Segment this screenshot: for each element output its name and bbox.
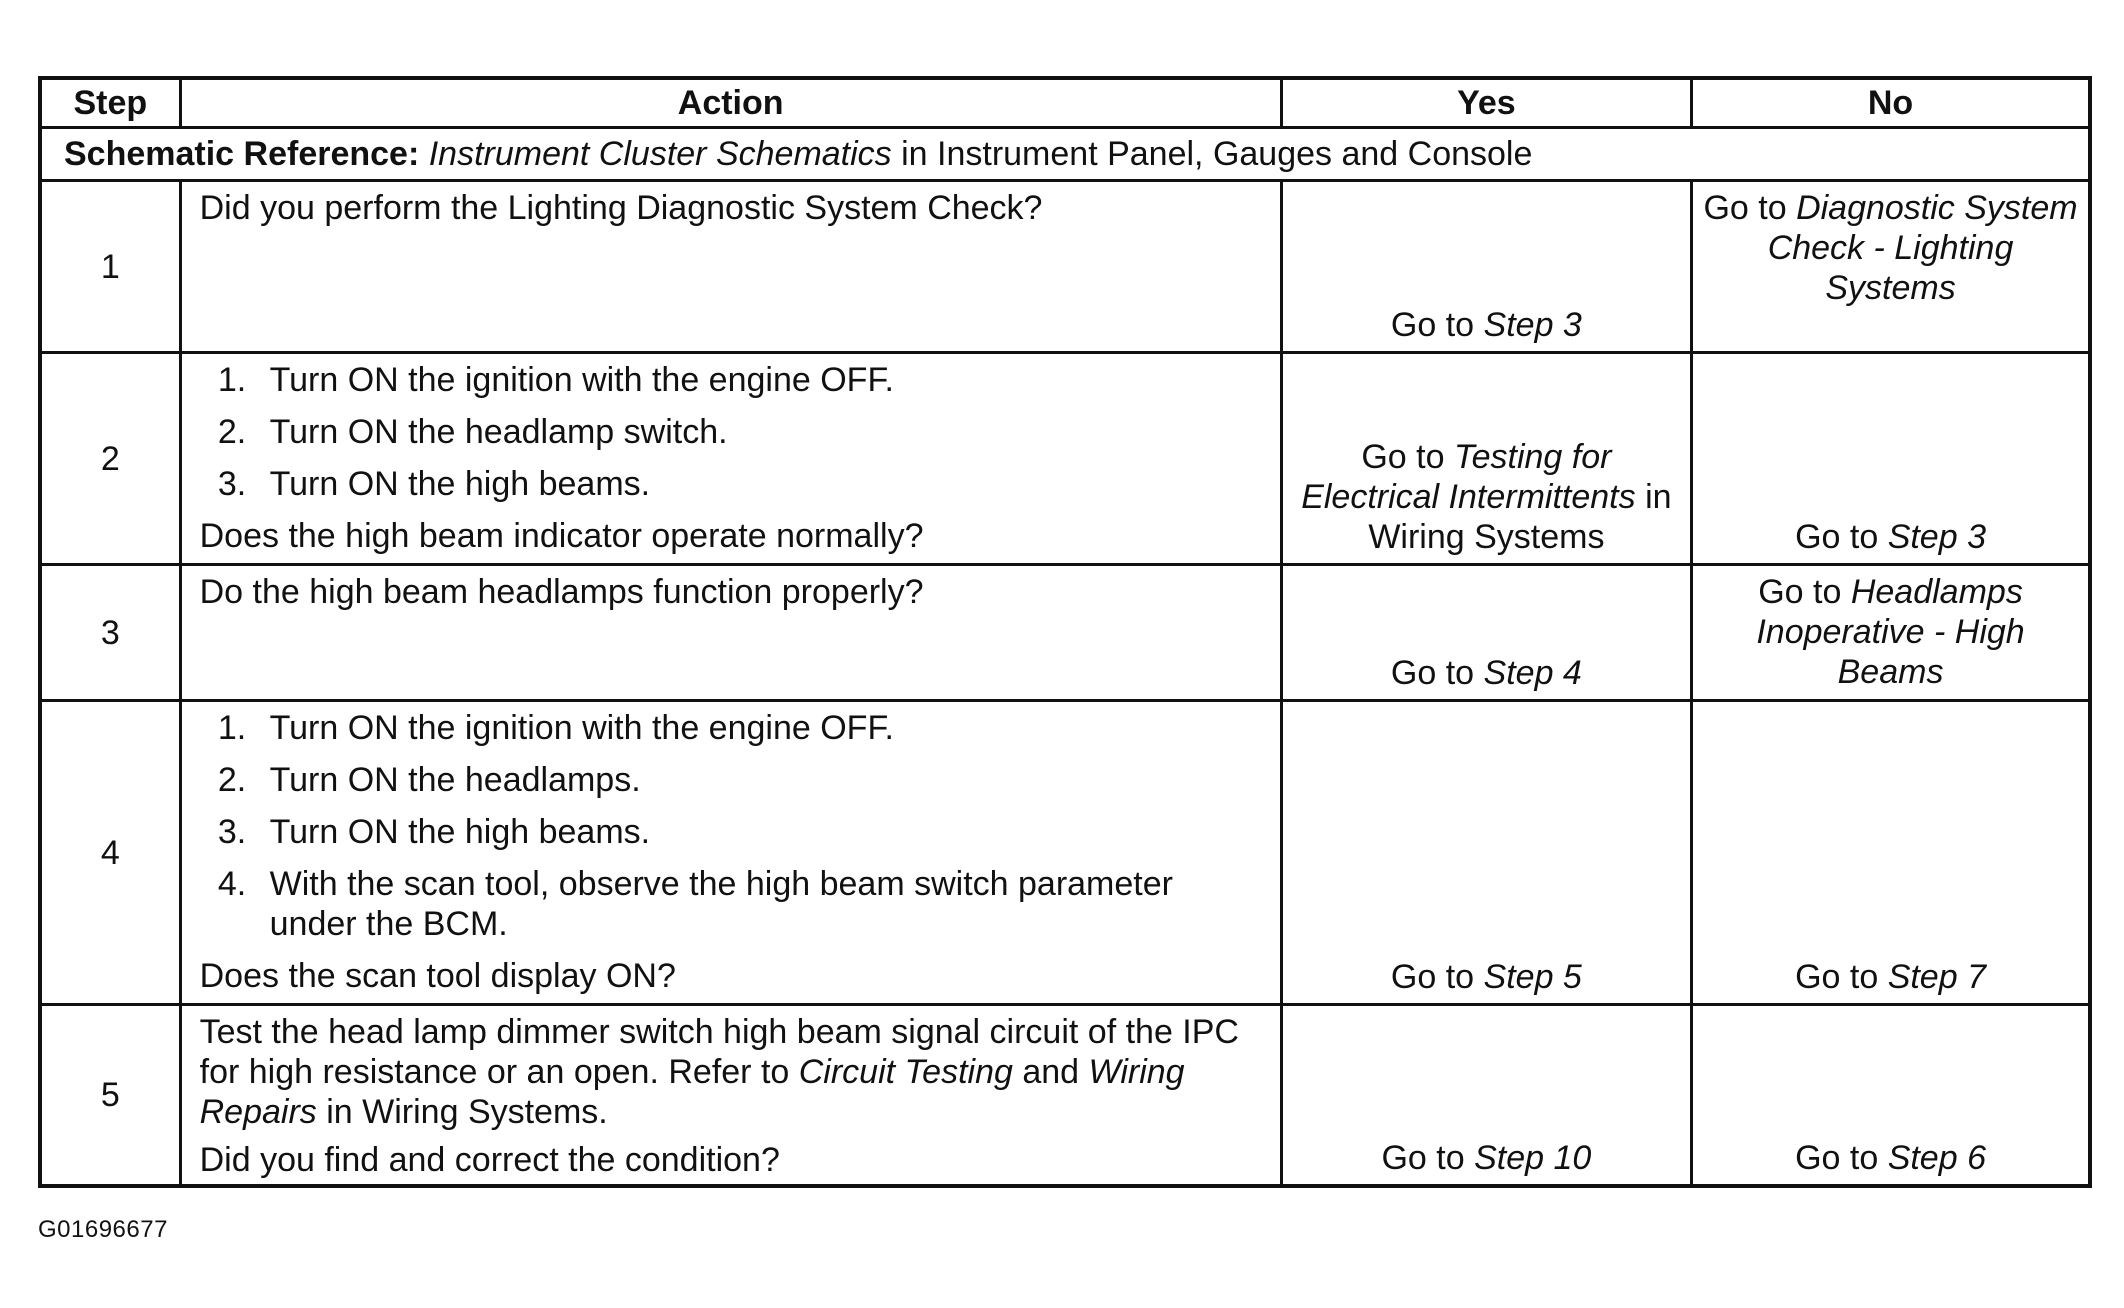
no-link: Step 3 [1887, 518, 1986, 556]
no-cell [1692, 181, 2090, 353]
step-number: 3 [40, 565, 180, 701]
action-step-item: 1. Turn ON the ignition with the engine OFF. [256, 708, 1262, 748]
table-row [40, 701, 2090, 1005]
action-cell [180, 1005, 1281, 1187]
header-no: No [1692, 78, 2090, 128]
action-step-item: 3. Turn ON the high beams. [256, 812, 1262, 852]
figure-id-caption: G01696677 [38, 1216, 168, 1243]
action-question: Does the high beam indicator operate normally? [199, 517, 924, 555]
action-text: and [1012, 1053, 1089, 1091]
diagnostic-table [38, 76, 2092, 1188]
no-cell [1692, 1005, 2090, 1187]
no-link: Step 7 [1887, 958, 1986, 996]
action-step-item: 4. With the scan tool, observe the high beam switch parameter under the BCM. [256, 864, 1262, 944]
no-prefix: Go to [1795, 958, 1888, 996]
no-link: Step 6 [1887, 1139, 1986, 1177]
action-step-item: 1. Turn ON the ignition with the engine OFF. [256, 360, 1262, 400]
table-row [40, 565, 2090, 701]
yes-link: Step 10 [1474, 1139, 1592, 1177]
schematic-reference [40, 128, 2090, 181]
action-text: Test the head lamp dimmer switch high beam signal circuit of the IPC for high resistance or an open. Refer to [199, 1013, 1239, 1091]
no-prefix: Go to [1795, 518, 1888, 556]
yes-link: Step 3 [1483, 306, 1582, 344]
action-steps [200, 360, 1262, 504]
action-instruction [200, 1012, 1262, 1132]
action-question: Do the high beam headlamps function properly? [199, 573, 924, 611]
header-step: Step [40, 78, 180, 128]
yes-prefix: Go to [1361, 438, 1454, 476]
step-number: 2 [40, 353, 180, 565]
yes-suffix: in Wiring Systems [1368, 478, 1672, 556]
no-link: Diagnostic System Check - Lighting Systems [1767, 189, 2078, 307]
action-cell [180, 565, 1281, 701]
action-link: Circuit Testing [798, 1053, 1013, 1091]
yes-link: Step 5 [1483, 958, 1582, 996]
action-question: Did you perform the Lighting Diagnostic System Check? [199, 189, 1043, 227]
schematic-reference-row [40, 128, 2090, 181]
action-step-item: 3. Turn ON the high beams. [256, 464, 1262, 504]
action-question: Did you find and correct the condition? [199, 1141, 780, 1179]
action-step-item: 2. Turn ON the headlamps. [256, 760, 1262, 800]
action-text: in Wiring Systems. [316, 1093, 608, 1131]
yes-link: Testing for Electrical Intermittents [1301, 438, 1636, 516]
yes-cell [1281, 1005, 1691, 1187]
table-row [40, 353, 2090, 565]
action-question: Does the scan tool display ON? [199, 957, 676, 995]
no-cell [1692, 701, 2090, 1005]
step-number: 4 [40, 701, 180, 1005]
no-prefix: Go to [1758, 573, 1851, 611]
reference-doc-title: Instrument Cluster Schematics [428, 135, 892, 173]
yes-prefix: Go to [1390, 654, 1484, 692]
action-step-item: 2. Turn ON the headlamp switch. [256, 412, 1262, 452]
yes-prefix: Go to [1390, 958, 1484, 996]
action-cell [180, 353, 1281, 565]
action-steps [200, 708, 1262, 944]
yes-prefix: Go to [1381, 1139, 1475, 1177]
no-cell [1692, 565, 2090, 701]
no-prefix: Go to [1795, 1139, 1888, 1177]
action-cell [180, 181, 1281, 353]
step-number: 1 [40, 181, 180, 353]
action-link: Wiring Repairs [199, 1053, 1185, 1131]
header-row [40, 78, 2090, 128]
yes-link: Step 4 [1483, 654, 1582, 692]
table-row [40, 1005, 2090, 1187]
action-cell [180, 701, 1281, 1005]
step-number: 5 [40, 1005, 180, 1187]
no-link: Headlamps Inoperative - High Beams [1756, 573, 2025, 691]
reference-suffix: in Instrument Panel, Gauges and Console [891, 135, 1533, 173]
no-prefix: Go to [1703, 189, 1797, 227]
yes-cell [1281, 701, 1691, 1005]
header-yes: Yes [1281, 78, 1691, 128]
table-row [40, 181, 2090, 353]
reference-label: Schematic Reference: [64, 135, 420, 173]
no-cell [1692, 353, 2090, 565]
yes-cell [1281, 565, 1691, 701]
header-action: Action [180, 78, 1281, 128]
yes-prefix: Go to [1390, 306, 1484, 344]
yes-cell [1281, 353, 1691, 565]
yes-cell [1281, 181, 1691, 353]
